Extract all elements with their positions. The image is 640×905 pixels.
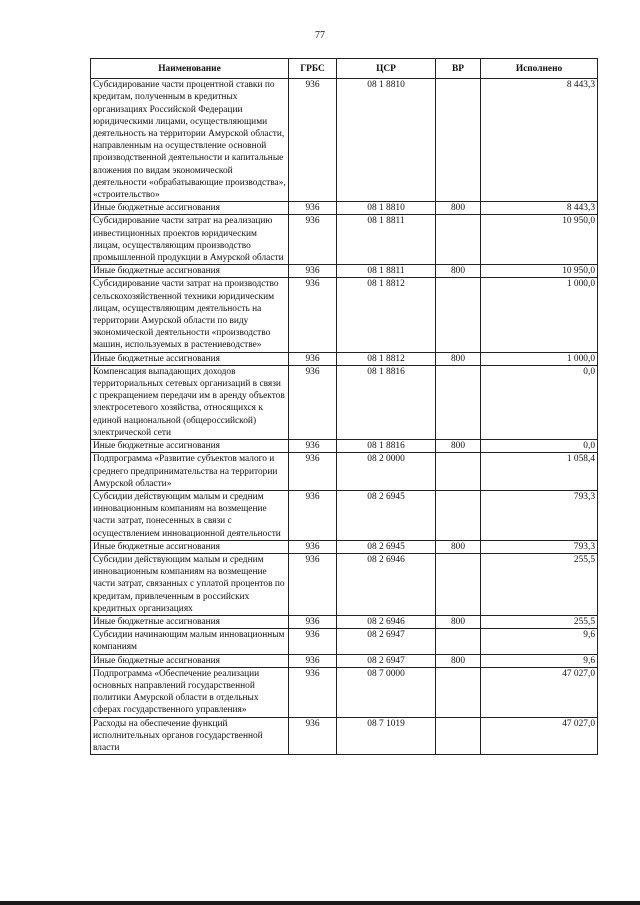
cell-csr: 08 7 0000: [337, 667, 436, 717]
table-row: [91, 440, 598, 453]
cell-csr: 08 1 8811: [337, 265, 436, 278]
table-row: [91, 79, 598, 202]
cell-vr: [436, 490, 481, 540]
cell-sum: 10 950,0: [481, 265, 598, 278]
cell-sum: 1 000,0: [481, 278, 598, 352]
cell-vr: 800: [436, 352, 481, 365]
cell-vr: [436, 453, 481, 491]
cell-name: Иные бюджетные ассигнования: [91, 540, 289, 553]
cell-sum: 255,5: [481, 553, 598, 615]
cell-vr: [436, 553, 481, 615]
table-row: [91, 215, 598, 265]
cell-grbs: 936: [289, 540, 337, 553]
table-row: [91, 278, 598, 352]
table-row: [91, 202, 598, 215]
cell-grbs: 936: [289, 265, 337, 278]
cell-sum: 793,3: [481, 540, 598, 553]
cell-csr: 08 1 8812: [337, 278, 436, 352]
cell-name: Субсидирование части затрат на производство сельскохозяйственной техники юридическим лицам, осуществляющим деятельность на территории Амурской области по виду экономической деятельности «производство машин, используемых в растениеводстве»: [91, 278, 289, 352]
cell-vr: 800: [436, 654, 481, 667]
cell-grbs: 936: [289, 440, 337, 453]
table-header: [91, 59, 598, 79]
cell-sum: 8 443,3: [481, 79, 598, 202]
table-row: [91, 490, 598, 540]
cell-vr: [436, 215, 481, 265]
table-row: [91, 365, 598, 439]
cell-sum: 0,0: [481, 365, 598, 439]
cell-name: Субсидии действующим малым и средним инновационным компаниям на возмещение части затрат, понесенных в связи с осуществлением инновационной деятельности: [91, 490, 289, 540]
table-row: [91, 629, 598, 654]
cell-name: Подпрограмма «Обеспечение реализации основных направлений государственной политики Амурской области в отдельных сферах государственного управления»: [91, 667, 289, 717]
table-row: [91, 540, 598, 553]
cell-grbs: 936: [289, 365, 337, 439]
cell-csr: 08 1 8816: [337, 365, 436, 439]
cell-csr: 08 2 6945: [337, 490, 436, 540]
cell-grbs: 936: [289, 654, 337, 667]
cell-vr: 800: [436, 202, 481, 215]
cell-name: Субсидирование части затрат на реализацию инвестиционных проектов юридическим лицам, осуществляющим производство промышленной продукции в Амурской области: [91, 215, 289, 265]
budget-table: [90, 58, 598, 755]
cell-name: Субсидии начинающим малым инновационным компаниям: [91, 629, 289, 654]
cell-sum: 8 443,3: [481, 202, 598, 215]
cell-vr: [436, 365, 481, 439]
cell-sum: 1 058,4: [481, 453, 598, 491]
cell-vr: [436, 717, 481, 755]
cell-vr: [436, 667, 481, 717]
cell-name: Расходы на обеспечение функций исполнительных органов государственной власти: [91, 717, 289, 755]
cell-sum: 47 027,0: [481, 667, 598, 717]
cell-csr: 08 2 6947: [337, 629, 436, 654]
cell-vr: [436, 278, 481, 352]
cell-name: Подпрограмма «Развитие субъектов малого и среднего предпринимательства на территории Амурской области»: [91, 453, 289, 491]
cell-name: Иные бюджетные ассигнования: [91, 352, 289, 365]
cell-grbs: 936: [289, 278, 337, 352]
cell-grbs: 936: [289, 490, 337, 540]
cell-vr: 800: [436, 615, 481, 628]
header-grbs: ГРБС: [289, 59, 337, 79]
cell-vr: 800: [436, 440, 481, 453]
cell-name: Компенсация выпадающих доходов территориальных сетевых организаций в связи с прекращением передачи им в аренду объектов электросетевого хозяйства, относящихся к единой национальной (общероссийской) электрической сети: [91, 365, 289, 439]
cell-sum: 47 027,0: [481, 717, 598, 755]
cell-name: Иные бюджетные ассигнования: [91, 654, 289, 667]
table-row: [91, 654, 598, 667]
table-body: [91, 79, 598, 755]
cell-csr: 08 1 8816: [337, 440, 436, 453]
cell-name: Субсидии действующим малым и средним инновационным компаниям на возмещение части затрат, связанных с уплатой процентов по кредитам, привлеченным в российских кредитных организациях: [91, 553, 289, 615]
cell-sum: 255,5: [481, 615, 598, 628]
table-row: [91, 352, 598, 365]
cell-name: Иные бюджетные ассигнования: [91, 440, 289, 453]
cell-name: Субсидирование части процентной ставки по кредитам, полученным в кредитных организациях Российской Федерации юридическими лицами, осуществляющими деятельность на территории Амурской области, направленным на осуществление основной производственной деятельности и капитальные вложения по видам экономической деятельности «обрабатывающие производства», «строительство»: [91, 79, 289, 202]
cell-name: Иные бюджетные ассигнования: [91, 202, 289, 215]
cell-vr: [436, 629, 481, 654]
header-csr: ЦСР: [337, 59, 436, 79]
header-sum: Исполнено: [481, 59, 598, 79]
table-row: [91, 553, 598, 615]
cell-grbs: 936: [289, 352, 337, 365]
cell-grbs: 936: [289, 453, 337, 491]
cell-csr: 08 1 8812: [337, 352, 436, 365]
cell-sum: 9,6: [481, 629, 598, 654]
cell-csr: 08 2 6946: [337, 615, 436, 628]
cell-grbs: 936: [289, 215, 337, 265]
cell-csr: 08 2 6946: [337, 553, 436, 615]
cell-csr: 08 2 0000: [337, 453, 436, 491]
table-row: [91, 717, 598, 755]
cell-name: Иные бюджетные ассигнования: [91, 265, 289, 278]
scan-bottom-edge: [0, 901, 640, 905]
cell-csr: 08 7 1019: [337, 717, 436, 755]
cell-csr: 08 1 8810: [337, 202, 436, 215]
cell-grbs: 936: [289, 615, 337, 628]
table-row: [91, 667, 598, 717]
page-number: 77: [315, 30, 325, 41]
cell-grbs: 936: [289, 629, 337, 654]
cell-vr: [436, 79, 481, 202]
cell-sum: 9,6: [481, 654, 598, 667]
cell-vr: 800: [436, 540, 481, 553]
cell-grbs: 936: [289, 202, 337, 215]
cell-csr: 08 2 6945: [337, 540, 436, 553]
header-vr: ВР: [436, 59, 481, 79]
cell-csr: 08 2 6947: [337, 654, 436, 667]
table-row: [91, 265, 598, 278]
header-name: Наименование: [91, 59, 289, 79]
cell-csr: 08 1 8811: [337, 215, 436, 265]
table-row: [91, 615, 598, 628]
cell-grbs: 936: [289, 717, 337, 755]
table-row: [91, 453, 598, 491]
cell-grbs: 936: [289, 667, 337, 717]
cell-name: Иные бюджетные ассигнования: [91, 615, 289, 628]
cell-sum: 1 000,0: [481, 352, 598, 365]
cell-sum: 10 950,0: [481, 215, 598, 265]
cell-sum: 0,0: [481, 440, 598, 453]
cell-csr: 08 1 8810: [337, 79, 436, 202]
cell-sum: 793,3: [481, 490, 598, 540]
cell-grbs: 936: [289, 79, 337, 202]
cell-vr: 800: [436, 265, 481, 278]
cell-grbs: 936: [289, 553, 337, 615]
